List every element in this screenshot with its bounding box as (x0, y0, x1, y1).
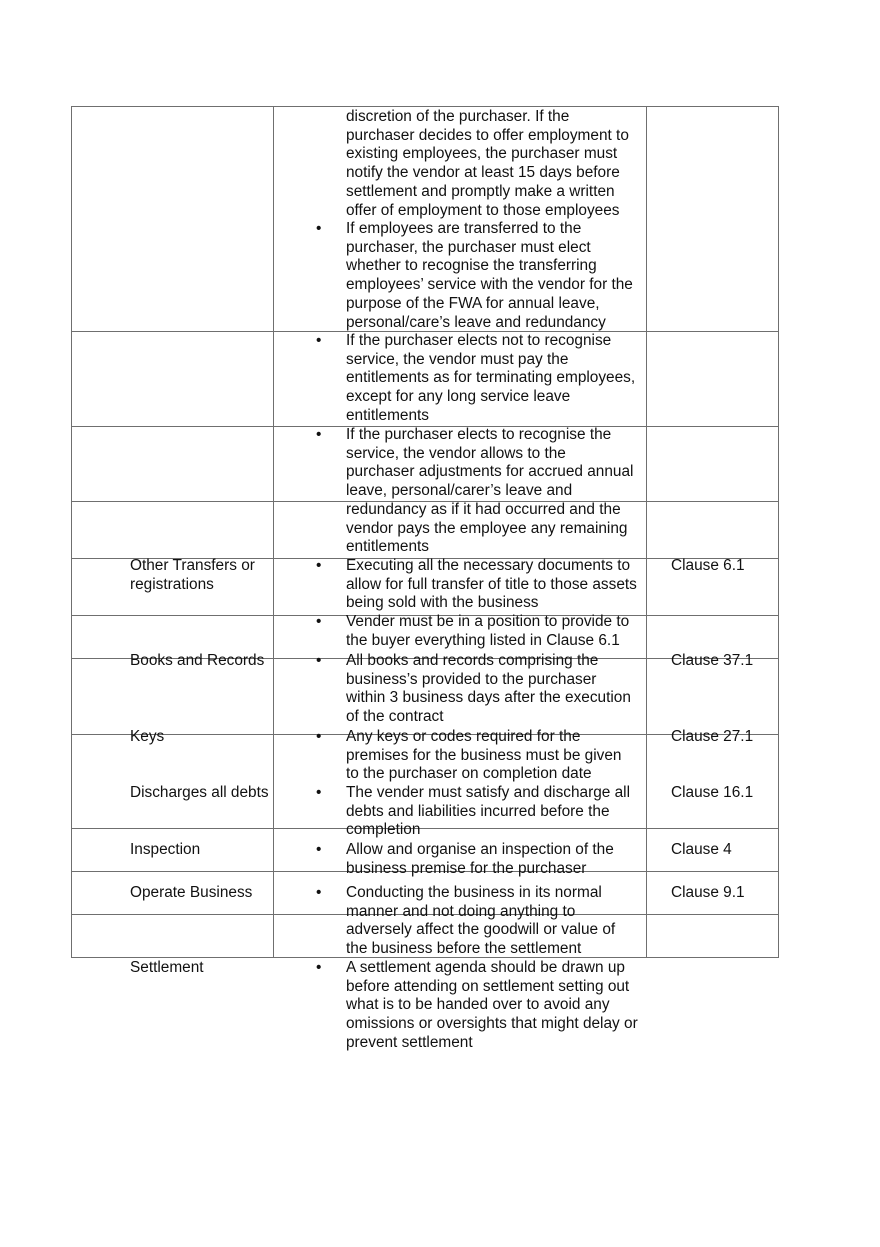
bullet-icon: • (316, 884, 322, 901)
row-text: If the purchaser elects not to recognise service, the vendor must pay the entitlements as for terminating employees, except for any long service leave entitlements (346, 332, 636, 424)
table-rule (71, 106, 779, 107)
row-text: All books and records comprising the business’s provided to the purchaser within 3 business days after the execution of the contract (346, 652, 631, 726)
row-text: discretion of the purchaser. If the purchaser decides to offer employment to existing employees, the purchaser must notify the vendor at least 15 days before settlement and promptly make a written offer of employment to those employees (346, 108, 629, 219)
row-text: A settlement agenda should be drawn up before attending on settlement setting out what is to be handed over to avoid any omissions or oversights that might delay or prevent settlement (346, 959, 638, 1051)
table-rule (71, 106, 72, 958)
bullet-icon: • (316, 426, 322, 443)
row-clause: Clause 16.1 (671, 784, 754, 801)
bullet-icon: • (316, 220, 322, 237)
row-text: Vender must be in a position to provide to the buyer everything listed in Clause 6.1 (346, 613, 630, 649)
row-text: Executing all the necessary documents to allow for full transfer of title to those assets being sold with the business (346, 557, 637, 612)
bullet-icon: • (316, 613, 322, 630)
table-rule (778, 106, 779, 958)
row-text: Conducting the business in its normal manner and not doing anything to adversely affect the goodwill or value of the business before the settlement (346, 884, 616, 958)
row-label: Settlement (130, 959, 204, 976)
row-clause: Clause 37.1 (671, 652, 754, 669)
bullet-icon: • (316, 652, 322, 669)
bullet-icon: • (316, 557, 322, 574)
row-text: Allow and organise an inspection of the business premise for the purchaser (346, 841, 614, 877)
table-rule (646, 106, 647, 958)
table-rule (273, 106, 274, 958)
row-clause: Clause 6.1 (671, 557, 745, 574)
row-clause: Clause 27.1 (671, 728, 754, 745)
row-label: Operate Business (130, 884, 253, 901)
bullet-icon: • (316, 332, 322, 349)
row-clause: Clause 4 (671, 841, 732, 858)
bullet-icon: • (316, 784, 322, 801)
row-label: Other Transfers or registrations (130, 557, 255, 593)
row-text: Any keys or codes required for the premises for the business must be given to the purchaser on completion date (346, 728, 622, 783)
row-label: Discharges all debts (130, 784, 269, 801)
bullet-icon: • (316, 728, 322, 745)
row-label: Inspection (130, 841, 201, 858)
row-text: If the purchaser elects to recognise the service, the vendor allows to the purchaser adjustments for accrued annual leave, personal/carer’s leave and redundancy as if it had occurred and the vendor pays the employee any remaining entitlements (346, 426, 634, 556)
bullet-icon: • (316, 841, 322, 858)
bullet-icon: • (316, 959, 322, 976)
row-label: Keys (130, 728, 165, 745)
row-text: If employees are transferred to the purchaser, the purchaser must elect whether to recognise the transferring employees’ service with the vendor for the purpose of the FWA for annual leave, personal/care’s leave and redundancy (346, 220, 633, 331)
row-text: The vender must satisfy and discharge all debts and liabilities incurred before the completion (346, 784, 631, 839)
row-clause: Clause 9.1 (671, 884, 745, 901)
row-label: Books and Records (130, 652, 265, 669)
